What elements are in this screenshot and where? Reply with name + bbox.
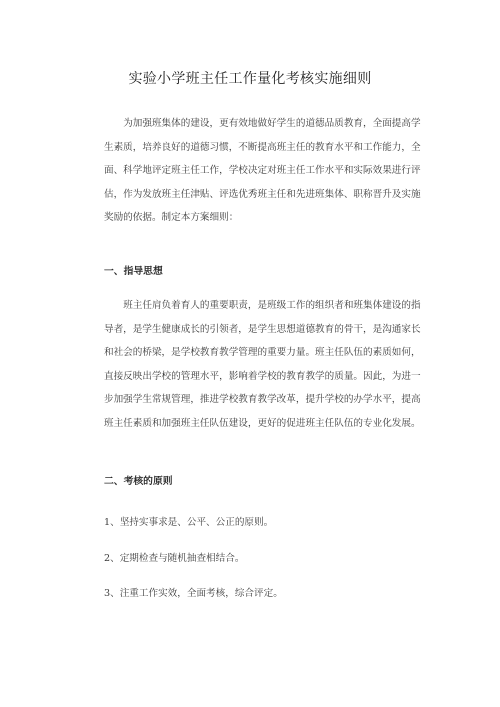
principle-item: 2、定期检查与随机抽查相结合。 (104, 553, 245, 564)
guiding-ideology-paragraph: 班主任肩负着育人的重要职责，是班级工作的组织者和班集体建设的指导者，是学生健康成长的引领者，是学生思想道德教育的骨干，是沟通家长和社会的桥梁，是学校教育教学管理的重要力量。班主任队伍的素质如何，直接反映出学校的管理水平，影响着学校的教育教学的质量。因此，为进一步加强学生常规管理，推进学校教育教学改革，提升学校的办学水平，提高班主任素质和加强班主任队伍建设，更好的促进班主任队伍的专业化发展。 (104, 300, 421, 429)
section-heading-guiding-ideology: 一、指导思想 (104, 266, 163, 277)
intro-paragraph: 为加强班集体的建设，更有效地做好学生的道德品质教育，全面提高学生素质，培养良好的道德习惯，不断提高班主任的教育水平和工作能力，全面、科学地评定班主任工作，学校决定对班主任工作水平和实际效果进行评估，作为发放班主任津贴、评选优秀班主任和先进班集体、职称晋升及实施奖励的依据。制定本方案细则： (104, 118, 421, 223)
document-title: 实验小学班主任工作量化考核实施细则 (128, 71, 372, 87)
principle-item: 3、注重工作实效，全面考核，综合评定。 (104, 588, 283, 599)
principle-item: 1、坚持实事求是、公平、公正的原则。 (104, 517, 274, 528)
section-heading-assessment-principles: 二、考核的原则 (104, 476, 173, 487)
